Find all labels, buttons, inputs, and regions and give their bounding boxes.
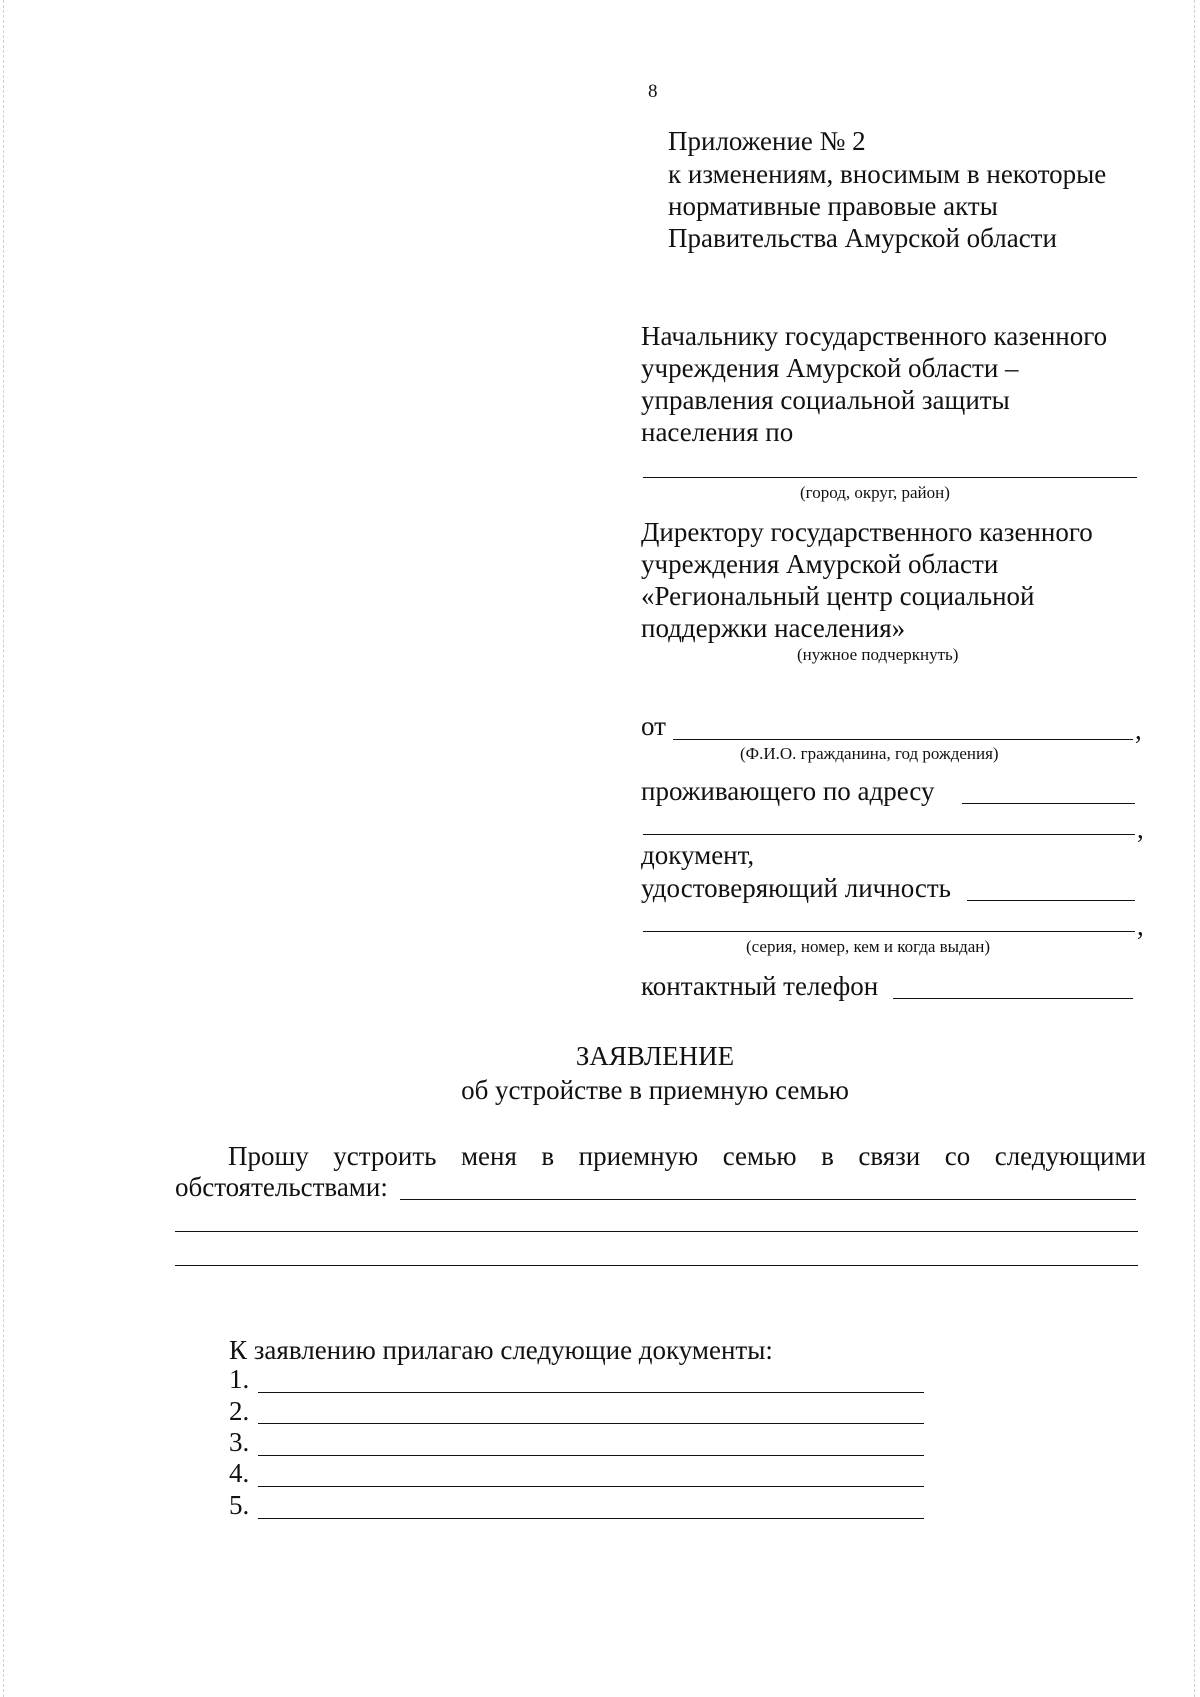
attachment-field-1[interactable] [258, 1392, 924, 1393]
scan-edge-right [1194, 0, 1196, 1697]
attachment-number: 5. [229, 1490, 250, 1520]
addressee1-line-1: Начальнику государственного казенного [641, 321, 1108, 351]
statement-body-line-1: Прошу устроить меня в приемную семью в связи со следующими [228, 1141, 1146, 1171]
applicant-name-hint: (Ф.И.О. гражданина, год рождения) [740, 744, 999, 763]
circumstances-field-3[interactable] [175, 1265, 1138, 1266]
addressee2-line-3: «Региональный центр социальной [641, 581, 1035, 611]
appendix-line-4: Правительства Амурской области [668, 223, 1057, 253]
appendix-line-3: нормативные правовые акты [668, 191, 998, 221]
underline-hint: (нужное подчеркнуть) [797, 645, 959, 664]
statement-title: ЗАЯВЛЕНИЕ [575, 1041, 735, 1071]
scan-edge-left [3, 0, 5, 1697]
city-district-hint: (город, округ, район) [800, 483, 950, 502]
attachment-number: 3. [229, 1427, 250, 1457]
document-field-1[interactable] [967, 900, 1135, 901]
circumstances-field-1[interactable] [400, 1199, 1136, 1200]
address-label: проживающего по адресу [641, 776, 935, 806]
attachment-field-5[interactable] [258, 1518, 924, 1519]
from-label: от [641, 711, 666, 741]
statement-subtitle: об устройстве в приемную семью [461, 1075, 849, 1105]
document-label-1: документ, [641, 840, 755, 870]
addressee1-line-3: управления социальной защиты [641, 385, 1010, 415]
attachment-field-2[interactable] [258, 1423, 924, 1424]
addressee2-line-4: поддержки населения» [641, 613, 906, 643]
from-comma: , [1135, 715, 1142, 745]
statement-body-line-2: обстоятельствами: [175, 1172, 388, 1202]
phone-label: контактный телефон [641, 971, 879, 1001]
addressee1-line-2: учреждения Амурской области – [641, 353, 1019, 383]
page-number: 8 [648, 81, 658, 102]
addressee2-line-2: учреждения Амурской области [641, 549, 999, 579]
attachment-number: 2. [229, 1396, 250, 1426]
city-district-field[interactable] [643, 477, 1137, 478]
address-comma: , [1137, 814, 1144, 844]
appendix-line-1: Приложение № 2 [668, 126, 866, 156]
address-field-1[interactable] [962, 803, 1135, 804]
applicant-name-field[interactable] [673, 739, 1133, 740]
document-hint: (серия, номер, кем и когда выдан) [746, 937, 991, 956]
phone-field[interactable] [893, 998, 1133, 999]
addressee2-line-1: Директору государственного казенного [641, 517, 1093, 547]
address-field-2[interactable] [643, 834, 1135, 835]
attachments-intro: К заявлению прилагаю следующие документы: [229, 1335, 773, 1365]
attachment-number: 4. [229, 1458, 250, 1488]
addressee1-line-4: населения по [641, 417, 794, 447]
circumstances-field-2[interactable] [175, 1231, 1138, 1232]
attachment-field-3[interactable] [258, 1455, 924, 1456]
document-comma: , [1137, 911, 1144, 941]
attachment-number: 1. [229, 1364, 250, 1394]
attachment-field-4[interactable] [258, 1486, 924, 1487]
document-field-2[interactable] [643, 931, 1135, 932]
document-label-2: удостоверяющий личность [641, 873, 951, 903]
appendix-line-2: к изменениям, вносимым в некоторые [668, 159, 1107, 189]
